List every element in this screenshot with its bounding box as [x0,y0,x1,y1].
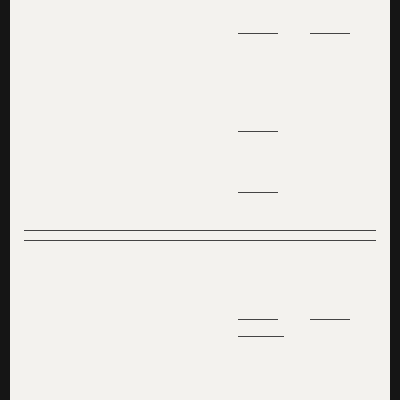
recap-total-rule-a [238,319,278,320]
recap-title-rule [24,240,376,241]
recap-hand-rule-a [238,336,284,337]
top-total-rule-b [310,33,350,34]
recap-top-rule [24,230,376,231]
top-total-rule [238,33,278,34]
document-page [10,0,390,400]
farm-total-rule [238,131,278,132]
recap-total-rule-b [310,319,350,320]
cap-total-rule [238,192,278,193]
